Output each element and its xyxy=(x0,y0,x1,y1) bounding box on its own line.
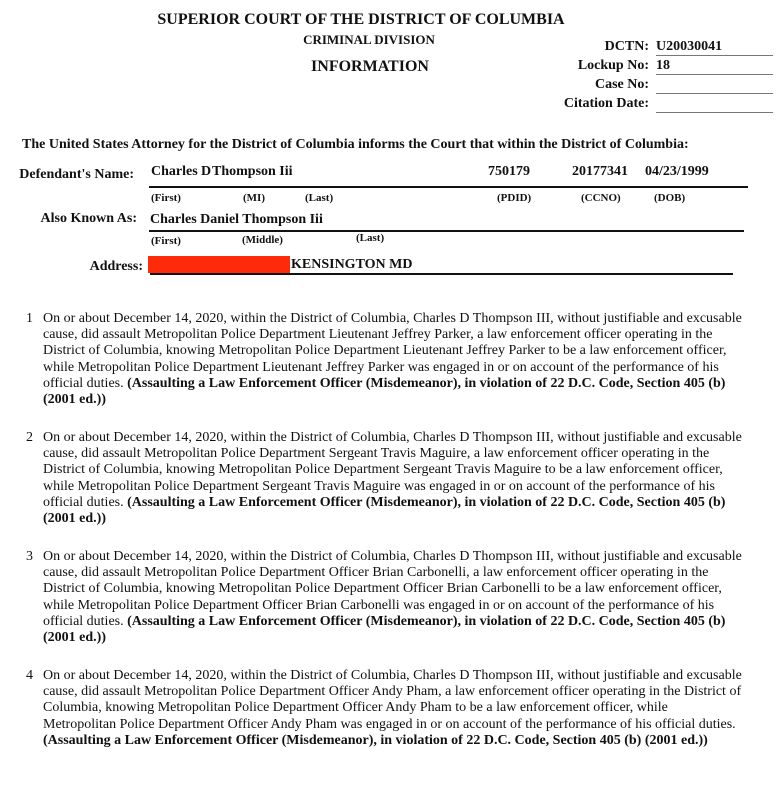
document-title: INFORMATION xyxy=(311,58,429,75)
sub-last: (Last) xyxy=(305,192,334,204)
defendant-last-name: Thompson Iii xyxy=(212,164,293,179)
address-label: Address: xyxy=(89,259,143,274)
defendant-rule xyxy=(149,186,748,188)
address-rule xyxy=(150,273,733,275)
count-charge: (Assaulting a Law Enforcement Officer (Misdemeanor), in violation of 22 D.C. Code, Section 405 (b) (2001 ed.)) xyxy=(43,494,726,527)
case-no-value xyxy=(656,77,773,94)
aka-rule xyxy=(149,230,744,232)
count-number: 2 xyxy=(26,430,33,445)
intro-statement: The United States Attorney for the District of Columbia informs the Court that within the District of Columbia: xyxy=(22,137,689,152)
defendant-middle-initial: D xyxy=(201,164,212,179)
count-text xyxy=(43,549,743,646)
division-title: CRIMINAL DIVISION xyxy=(303,32,435,47)
citation-date-value xyxy=(656,96,773,113)
count-charge: (Assaulting a Law Enforcement Officer (Misdemeanor), in violation of 22 D.C. Code, Section 405 (b) (2001 ed.)) xyxy=(43,732,708,748)
case-no-label: Case No: xyxy=(594,77,649,92)
defendant-first-name: Charles xyxy=(151,164,198,179)
lockup-label: Lockup No: xyxy=(577,58,649,73)
count-body: On or about December 14, 2020, within the District of Columbia, Charles D Thompson III, without justifiable and excusable cause, did assault Metropolitan Police Department Sergeant Travis Maguire, a law enforcement officer operating in the District of Columbia, knowing Metropolitan Police Department Sergeant Travis Maguire to be a law enforcement officer, while Metropolitan Police Department Sergeant Travis Maguire was engaged in or on account of the performance of his official duties. xyxy=(43,430,742,510)
aka-label: Also Known As: xyxy=(40,211,137,226)
count-text xyxy=(43,668,743,749)
aka-value: Charles Daniel Thompson Iii xyxy=(150,212,323,227)
dctn-value: U20030041 xyxy=(656,39,773,56)
sub-pdid: (PDID) xyxy=(497,192,532,204)
address-value: KENSINGTON MD xyxy=(291,257,413,272)
count-text xyxy=(43,311,743,408)
count-charge: (Assaulting a Law Enforcement Officer (Misdemeanor), in violation of 22 D.C. Code, Section 405 (b) (2001 ed.)) xyxy=(43,613,726,646)
aka-sub-last: (Last) xyxy=(356,232,385,244)
count-body: On or about December 14, 2020, within the District of Columbia, Charles D Thompson III, without justifiable and excusable cause, did assault Metropolitan Police Department Officer Andy Pham, a law enforcement officer operating in the District of Columbia, knowing Metropolitan Police Department Officer Andy Pham to be a law enforcement officer, while Metropolitan Police Department Officer Andy Pham was engaged in or on account of the performance of his official duties. xyxy=(43,668,742,732)
dctn-label: DCTN: xyxy=(604,39,649,54)
sub-first: (First) xyxy=(151,192,181,204)
lockup-value: 18 xyxy=(656,58,773,75)
citation-date-label: Citation Date: xyxy=(563,96,649,111)
defendant-ccno: 20177341 xyxy=(572,164,628,179)
defendant-pdid: 750179 xyxy=(488,164,530,179)
address-redaction xyxy=(148,256,290,273)
defendant-name-label: Defendant's Name: xyxy=(19,167,134,182)
count-charge: (Assaulting a Law Enforcement Officer (Misdemeanor), in violation of 22 D.C. Code, Section 405 (b) (2001 ed.)) xyxy=(43,375,726,408)
count-number: 3 xyxy=(26,549,33,564)
count-text xyxy=(43,430,743,527)
defendant-dob: 04/23/1999 xyxy=(645,164,709,179)
sub-mi: (MI) xyxy=(243,192,265,204)
aka-sub-first: (First) xyxy=(151,235,181,247)
count-number: 1 xyxy=(26,311,33,326)
court-title: SUPERIOR COURT OF THE DISTRICT OF COLUMBIA xyxy=(157,11,565,28)
count-body: On or about December 14, 2020, within the District of Columbia, Charles D Thompson III, without justifiable and excusable cause, did assault Metropolitan Police Department Lieutenant Jeffrey Parker, a law enforcement officer operating in the District of Columbia, knowing Metropolitan Police Department Lieutenant Jeffrey Parker to be a law enforcement officer, while Metropolitan Police Department Lieutenant Jeffrey Parker was engaged in or on account of the performance of his official duties. xyxy=(43,311,742,391)
sub-ccno: (CCNO) xyxy=(581,192,621,204)
sub-dob: (DOB) xyxy=(654,192,686,204)
aka-sub-middle: (Middle) xyxy=(242,234,283,246)
count-body: On or about December 14, 2020, within the District of Columbia, Charles D Thompson III, without justifiable and excusable cause, did assault Metropolitan Police Department Officer Brian Carbonelli, a law enforcement officer operating in the District of Columbia, knowing Metropolitan Police Department Officer Brian Carbonelli to be a law enforcement officer, while Metropolitan Police Department Officer Brian Carbonelli was engaged in or on account of the performance of his official duties. xyxy=(43,549,742,629)
count-number: 4 xyxy=(26,668,33,683)
